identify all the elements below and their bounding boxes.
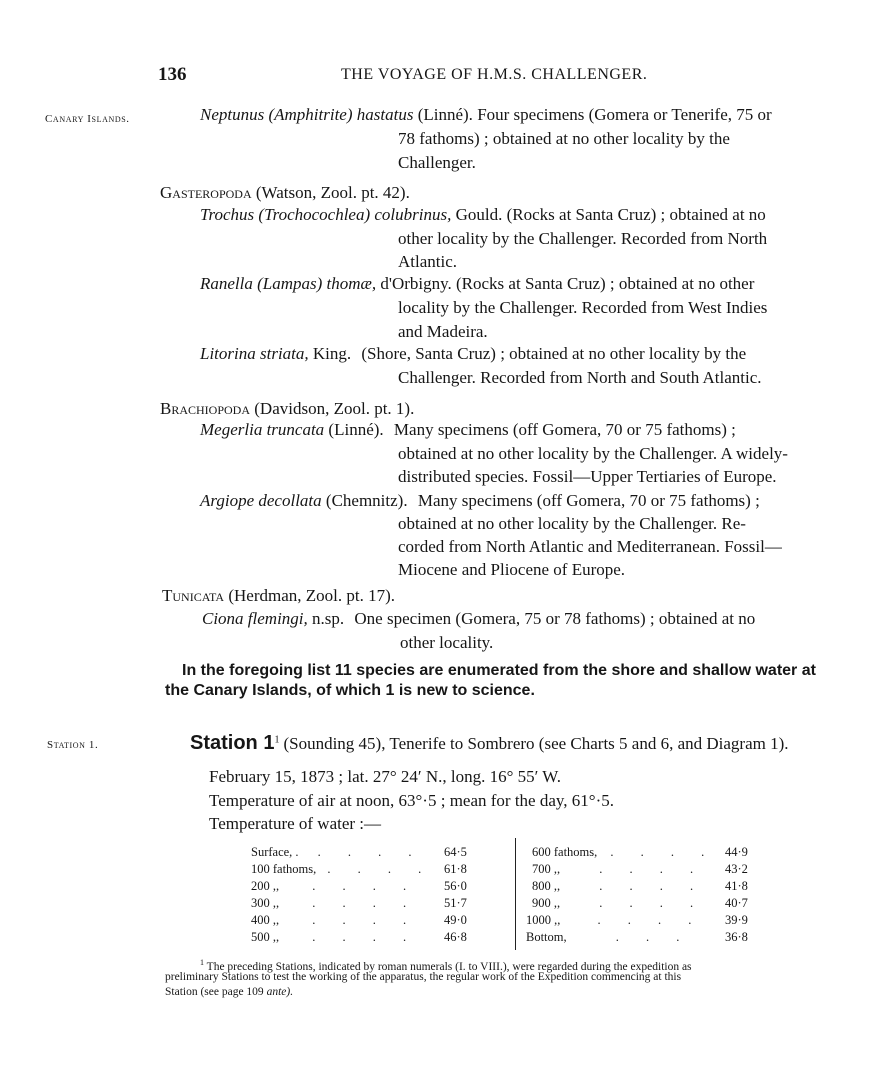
table-temp-cell: 40·7 [725,896,748,910]
group-heading: Brachiopoda [160,399,251,418]
table-temp-cell: 39·9 [725,913,748,927]
table-row [251,930,418,945]
species-author: (Chemnitz). [325,491,408,510]
species-author: Gould. [455,205,503,224]
species-name: Megerlia truncata [200,420,325,439]
footnote-text: The preceding Stations, indicated by roman numerals (I. to VIII.), were regarded during the expedition as [206,960,692,973]
species-name: Litorina striata, [200,344,309,363]
species-author: (Linné). [328,420,384,439]
group-heading: Tunicata [162,586,225,605]
group-heading-gasteropoda [160,181,410,204]
running-title: THE VOYAGE OF H.M.S. CHALLENGER. [341,66,648,83]
species-desc-line: other locality. [400,633,494,652]
species-name: Ciona flemingi, [202,609,308,628]
table-leader-dots: . . . . [597,913,704,927]
table-leader-dots: . . . . [317,845,424,859]
species-desc-line: One specimen (Gomera, 75 or 78 fathoms) ; obtained at no [354,609,756,628]
species-author: King. [312,344,352,363]
table-row [251,879,418,894]
species-desc-line: Many specimens (off Gomera, 70 or 75 fathoms) ; [393,420,736,439]
table-row [251,896,418,911]
table-depth-cell: 900 ,, [532,896,561,910]
table-leader-dots: . . . . [327,862,434,876]
species-name: Ranella (Lampas) thomæ, [200,274,377,293]
table-leader-dots: . . . . [312,896,419,910]
table-temp-cell: 51·7 [444,896,467,910]
species-desc-line: corded from North Atlantic and Mediterranean. Fossil— [398,537,782,556]
group-ref: (Watson, Zool. pt. 42). [255,183,410,202]
table-leader-dots: . . . . [599,862,706,876]
table-leader-dots: . . . . [599,879,706,893]
table-leader-dots: . . . . [312,930,419,944]
species-entry-litorina [200,342,746,365]
table-depth-cell: Surface, . [251,845,299,859]
table-divider [515,838,516,950]
table-row [532,845,716,860]
species-desc-line: Many specimens (off Gomera, 70 or 75 fathoms) ; [417,491,760,510]
summary-line: In the foregoing list 11 species are enumerated from the shore and shallow water at [182,662,816,679]
species-author: n.sp. [312,609,345,628]
species-desc-line: obtained at no other locality by the Challenger. A widely- [398,444,788,463]
table-depth-cell: 400 ,, [251,913,280,927]
table-depth-cell: 200 ,, [251,879,280,893]
margin-note-canary: Canary Islands. [45,113,130,125]
species-entry-ranella [200,272,754,295]
summary-line: the Canary Islands, of which 1 is new to science. [165,682,535,699]
table-temp-cell: 41·8 [725,879,748,893]
species-entry-neptunus [200,103,772,126]
station-heading [190,732,789,755]
species-desc-line: (Rocks at Santa Cruz) ; obtained at no other [456,274,755,293]
table-depth-cell: 600 fathoms, [532,845,598,859]
species-desc-line: obtained at no other locality by the Challenger. Re- [398,514,746,533]
species-desc-line: 78 fathoms) ; obtained at no other locality by the [398,129,730,148]
species-desc-line: and Madeira. [398,322,488,341]
footnote-text: ante). [266,986,294,998]
species-entry-argiope [200,489,760,512]
table-leader-dots: . . . . [599,896,706,910]
table-row [532,862,705,877]
group-heading-brachiopoda [160,397,414,420]
page-number: 136 [158,64,187,85]
footnote-text: Station (see page 109 [165,986,264,998]
table-temp-cell: 61·8 [444,862,467,876]
table-row [526,930,691,945]
table-row [251,862,433,877]
table-temp-cell: 64·5 [444,845,467,859]
species-author: (Linné). [417,105,473,124]
species-name: Neptunus (Amphitrite) hastatus [200,105,414,124]
table-leader-dots: . . . . [312,913,419,927]
table-temp-cell: 46·8 [444,930,467,944]
species-desc-line: distributed species. Fossil—Upper Tertiaries of Europe. [398,467,777,486]
species-name: Argiope decollata [200,491,322,510]
group-ref: (Davidson, Zool. pt. 1). [254,399,415,418]
species-desc-line: other locality by the Challenger. Recorded from North [398,229,768,248]
species-desc-line: Miocene and Pliocene of Europe. [398,560,626,579]
species-author: d'Orbigny. [380,274,452,293]
species-desc-line: locality by the Challenger. Recorded from West Indies [398,298,768,317]
footnote-line: preliminary Stations to test the working of the apparatus, the regular work of the Expedition commencing at this [165,971,682,983]
margin-note-station: Station 1. [47,739,99,751]
table-depth-cell: Bottom, [526,930,567,944]
species-desc-line: (Rocks at Santa Cruz) ; obtained at no [506,205,766,224]
table-temp-cell: 44·9 [725,845,748,859]
footnote-mark: 1 [200,958,204,967]
species-entry-ciona [202,607,755,630]
station-air-line: Temperature of air at noon, 63°·5 ; mean for the day, 61°·5. [209,791,614,810]
table-temp-cell: 36·8 [725,930,748,944]
table-row [251,913,418,928]
table-depth-cell: 100 fathoms, [251,862,317,876]
table-row [532,879,705,894]
species-desc-line: Challenger. [398,153,476,172]
table-row [532,896,705,911]
species-entry-trochus [200,203,766,226]
table-depth-cell: 300 ,, [251,896,280,910]
table-row [251,845,424,860]
species-name: Trochus (Trochocochlea) colubrinus, [200,205,452,224]
group-heading: Gasteropoda [160,183,252,202]
station-title-rest: (Sounding 45), Tenerife to Sombrero (see Charts 5 and 6, and Diagram 1). [283,734,789,753]
species-desc-line: (Shore, Santa Cruz) ; obtained at no other locality by the [361,344,747,363]
station-water-line: Temperature of water :— [209,814,382,833]
table-depth-cell: 800 ,, [532,879,561,893]
station-title: Station 1 [190,732,275,754]
footnote-mark: 1 [274,734,280,746]
species-desc-line: Atlantic. [398,252,458,271]
table-temp-cell: 56·0 [444,879,467,893]
table-temp-cell: 49·0 [444,913,467,927]
station-date-line: February 15, 1873 ; lat. 27° 24′ N., long. 16° 55′ W. [209,767,562,786]
table-depth-cell: 1000 ,, [526,913,561,927]
table-row [526,913,703,928]
species-desc-line: Challenger. Recorded from North and South Atlantic. [398,368,762,387]
species-entry-megerlia [200,418,736,441]
table-depth-cell: 500 ,, [251,930,280,944]
table-leader-dots: . . . [615,930,692,944]
footnote-line [165,985,293,1000]
group-heading-tunicata [162,584,395,607]
table-temp-cell: 43·2 [725,862,748,876]
group-ref: (Herdman, Zool. pt. 17). [228,586,395,605]
table-depth-cell: 700 ,, [532,862,561,876]
table-leader-dots: . . . . [610,845,717,859]
table-leader-dots: . . . . [312,879,419,893]
species-desc-line: Four specimens (Gomera or Tenerife, 75 or [477,105,772,124]
